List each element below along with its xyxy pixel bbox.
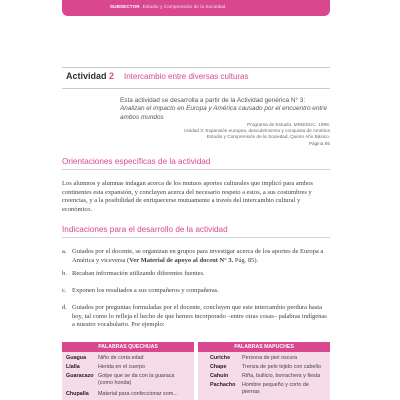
- section-divider: [62, 169, 330, 170]
- reference-line: Unidad 3: Expansión europea, descubrimiento y conquista de América: [184, 128, 330, 134]
- definition: Riña, bullicio, borrachera y fiesta: [242, 373, 321, 379]
- intro-plain: Esta actividad se desarrolla a partir de la Actividad genérica N° 3:: [120, 97, 306, 104]
- section-divider: [62, 237, 330, 238]
- definition: Persona de piel oscura: [242, 355, 298, 361]
- intro-italic: Analizan el impacto en Europa y América causado por el encuentro entre ambos mundos: [120, 105, 327, 121]
- section-heading-orientaciones: Orientaciones específicas de la actividad: [62, 157, 211, 166]
- list-marker: a.: [62, 248, 67, 255]
- list-item-text: Guiados por el docente, se organizan en grupos para investigar acerca de los aportes de Europa a América y viceversa (: [72, 248, 324, 264]
- list-marker: d.: [62, 304, 67, 311]
- word: Llalla: [66, 364, 80, 370]
- table-header-mapuches: PALABRAS MAPUCHES: [198, 342, 330, 352]
- list-item-after: Pág. 85).: [233, 256, 259, 264]
- word: Curiche: [210, 355, 231, 361]
- list-item: [62, 248, 330, 265]
- subsector-label: SUBSECTOR: [110, 4, 140, 9]
- definition: Hombre pequeño y corto de: [242, 382, 309, 388]
- word: Chape: [210, 364, 227, 370]
- activity-title: Intercambio entre diversas culturas: [124, 72, 249, 81]
- definition: Material para confeccionar som...: [98, 391, 178, 397]
- list-item-bold: Ver Material de apoyo al docent N° 3.: [129, 256, 234, 264]
- definition: (como honda): [98, 380, 132, 386]
- word: Guaracazo: [66, 373, 94, 379]
- word: Cahuín: [210, 373, 229, 379]
- word: Chupalla: [66, 391, 89, 397]
- activity-label: [66, 71, 114, 81]
- reference-line: Página 85: [308, 140, 330, 146]
- list-item-text: Exponen los resultados a sus compañeros y compañeras.: [72, 287, 219, 294]
- header-subsector: [110, 4, 225, 9]
- definition: Herida en el cuerpo: [98, 364, 146, 370]
- subsector-name: Estudio y Comprensión de la Sociedad: [142, 4, 226, 9]
- activity-word: Actividad: [66, 71, 107, 81]
- list-item: [62, 304, 330, 330]
- source-reference: [170, 122, 330, 147]
- definition: Golpe que se da con la guaraca: [98, 373, 175, 379]
- activity-number: 2: [109, 71, 115, 81]
- definition: Trenza de pelo tejido con cabello: [242, 364, 321, 370]
- definition: Niño de corta edad: [98, 355, 144, 361]
- reference-line: Programa de Estudio, MINEDUC. 1998.: [247, 122, 330, 127]
- definition: piernas: [242, 389, 260, 395]
- list-item-text: Recaban información utilizando diferentes fuentes.: [72, 270, 205, 277]
- list-item: [62, 287, 330, 296]
- section-heading-indicaciones: Indicaciones para el desarrollo de la actividad: [62, 225, 228, 234]
- list-marker: c.: [62, 287, 67, 294]
- list-marker: b.: [62, 270, 67, 277]
- word: Guagua: [66, 355, 87, 361]
- list-item-text: Guiados por preguntas formuladas por el docente, concluyen que este intercambio perdura hasta hoy, tal como lo refleja el hecho de que hemos incorporado –entre otras cosas– palabras indígenas a nuestro vocabulario. Por ejemplo:: [72, 304, 327, 329]
- list-item: [62, 270, 330, 279]
- reference-line: Estudio y Comprensión de la Sociedad, Quinto Año Básico.: [206, 134, 330, 140]
- orientaciones-paragraph: Los alumnos y alumnas indagan acerca de los mutuos aportes culturales que implicó para ambos continentes esta expansión, y concluyen acerca del necesario respeto a estos, a sus costumbres y creencias, y a la posibilidad de enriquecerse mutuamente a través del intercambio cultural y económico.: [62, 180, 313, 213]
- table-header-quechuas: PALABRAS QUECHUAS: [62, 342, 194, 352]
- intro-paragraph: [120, 97, 330, 122]
- word: Pachacho: [210, 382, 236, 388]
